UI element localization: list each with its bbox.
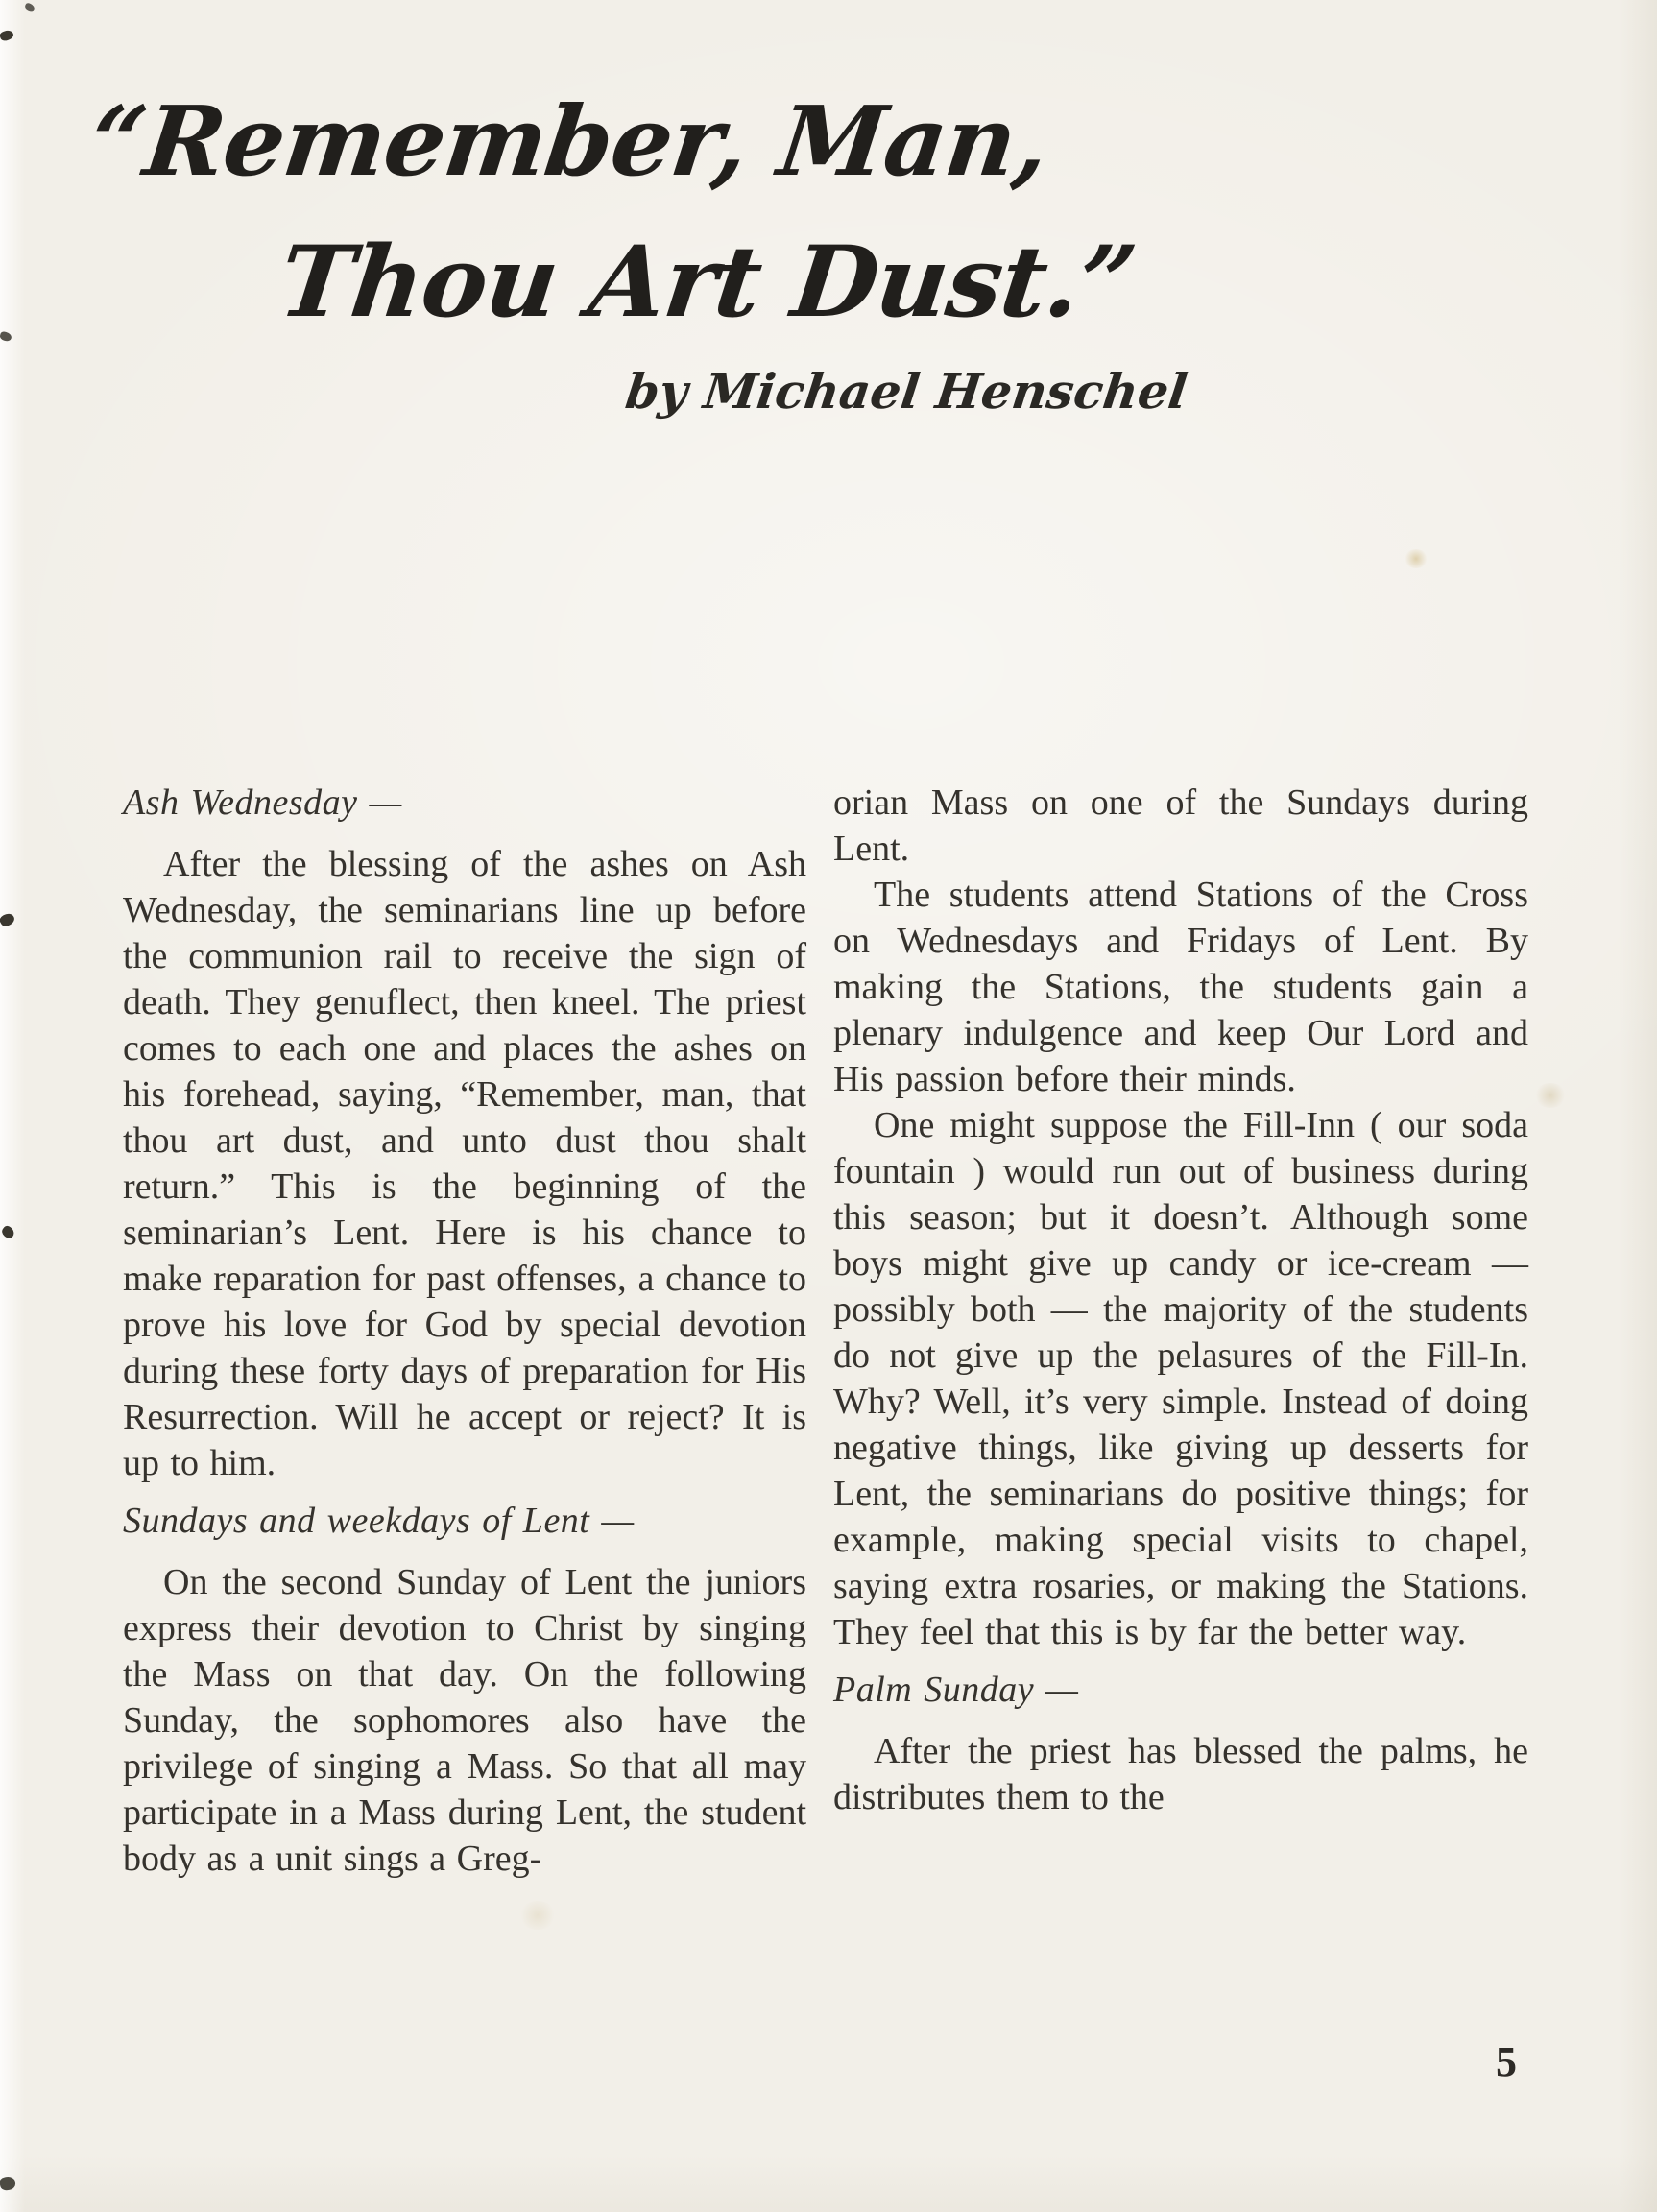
scan-speck xyxy=(0,1224,16,1240)
paper-stain xyxy=(1404,549,1429,568)
paper-stain xyxy=(1534,1083,1567,1108)
paragraph-stations-of-the-cross: The students attend Stations of the Cross on Wednesdays and Fridays of Lent. By making the Stations, the students gain a plenary indulgence and keep Our Lord and His passion before their minds. xyxy=(833,875,1528,1099)
article-title-line-2: Thou Art Dust.” xyxy=(273,225,1141,340)
heading-palm-sunday: Palm Sunday — xyxy=(833,1670,1079,1710)
paper-stain xyxy=(518,1901,557,1930)
paragraph-ash-wednesday: After the blessing of the ashes on Ash Wednesday, the seminarians line up before the communion rail to receive the sign of death. They genuflect, then kneel. The priest comes to each one and places the ashes on his forehead, saying, “Remember, man, that thou art dust, and unto dust thou shalt return.” This is the beginning of the seminarian’s Lent. Here is his chance to make reparation for past offenses, a chance to prove his love for God by special devotion during these forty days of preparation for His Resurrection. Will he accept or reject? It is up to him. xyxy=(123,844,806,1483)
article-column-right xyxy=(833,780,1528,1820)
scan-speck xyxy=(0,29,14,42)
article-title-line-1: “Remember, Man, xyxy=(84,84,1055,198)
page-number: 5 xyxy=(1496,2038,1517,2085)
scan-speck xyxy=(0,331,12,343)
byline: by Michael Henschel xyxy=(622,363,1190,420)
article-column-left xyxy=(123,780,806,1882)
scan-speck xyxy=(24,2,36,12)
paragraph-fill-inn: One might suppose the Fill-Inn ( our soda fountain ) would run out of business during this season; but it doesn’t. Although some boys might give up candy or ice-cream — possibly both — the majority of the students do not give up the pelasures of the Fill-In. Why? Well, it’s very simple. Instead of doing negative things, like giving up desserts for Lent, the seminarians do positive things; for example, making special visits to chapel, saying extra rosaries, or making the Stations. They feel that this is by far the better way. xyxy=(833,1105,1528,1652)
heading-ash-wednesday: Ash Wednesday — xyxy=(123,782,402,823)
scan-speck xyxy=(0,911,16,928)
heading-sundays-weekdays-of-lent: Sundays and weekdays of Lent — xyxy=(123,1501,635,1541)
paragraph-sundays-weekdays: On the second Sunday of Lent the juniors express their devotion to Christ by singing the Mass on that day. On the following Sunday, the sophomores also have the privilege of singing a Mass. So that all may participate in a Mass during Lent, the student body as a unit sings a Greg- xyxy=(123,1562,806,1879)
paragraph-palm-sunday: After the priest has blessed the palms, he distributes them to the xyxy=(833,1731,1528,1817)
scan-speck xyxy=(0,2176,16,2191)
paragraph-continuation: orian Mass on one of the Sundays during Lent. xyxy=(833,782,1528,869)
